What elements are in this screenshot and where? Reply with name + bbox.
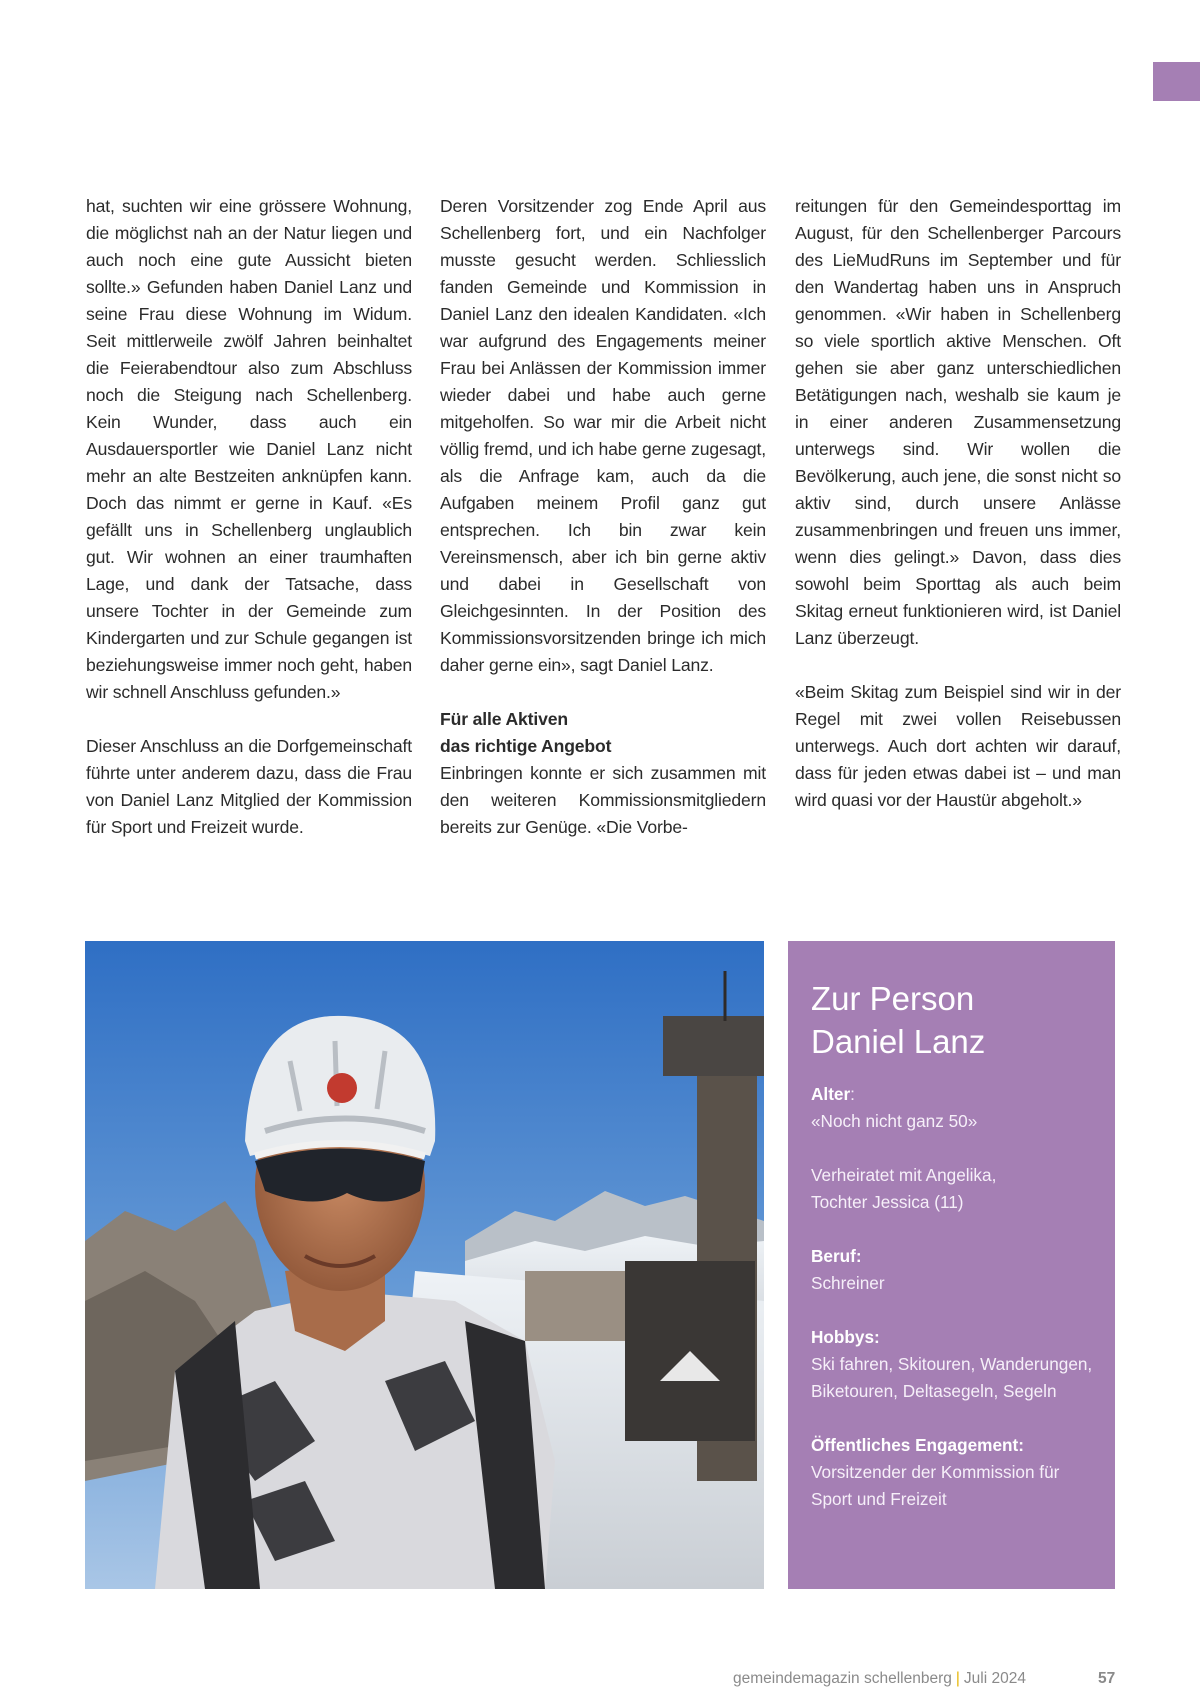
article-column-1 — [86, 193, 412, 841]
age-block — [811, 1081, 1095, 1135]
engagement-label: Öffentliches Engagement: — [811, 1435, 1024, 1455]
page-number: 57 — [1098, 1670, 1116, 1687]
family-line: Tochter Jessica (11) — [811, 1192, 964, 1212]
family-line: Verheiratet mit Angelika, — [811, 1165, 997, 1185]
issue-date: Juli 2024 — [963, 1670, 1026, 1687]
age-colon: : — [850, 1084, 855, 1104]
hobbies-label: Hobbys: — [811, 1327, 880, 1347]
portrait-photo — [85, 941, 764, 1589]
paragraph: reitungen für den Gemeindesporttag im August, für den Schellenberger Parcours des LieMudRuns im September und für den Wandertag haben uns in Anspruch genommen. «Wir haben in Schellenberg so viele sportlich aktive Menschen. Oft gehen sie aber ganz unterschiedlichen Betätigungen nach, weshalb sie kaum je in einer anderen Zusammensetzung unterwegs sind. Wir wollen die Bevölkerung, auch jene, die sonst nicht so aktiv sind, durch unsere Anlässe zusammenbringen und freuen uns immer, wenn dies gelingt.» Davon, dass dies sowohl beim Sporttag als auch beim Skitag erneut funktionieren wird, ist Daniel Lanz überzeugt. — [795, 196, 1121, 648]
hobbies-line: Biketouren, Deltasegeln, Segeln — [811, 1381, 1057, 1401]
profile-infobox — [788, 941, 1115, 1589]
paragraph: hat, suchten wir eine grössere Wohnung, die möglichst nah an der Natur liegen und auch noch eine gute Aussicht bieten sollte.» Gefunden haben Daniel Lanz und seine Frau diese Wohnung im Widum. Seit mittlerweile zwölf Jahren beinhaltet die Feierabendtour also zum Abschluss noch die Steigung nach Schellenberg. Kein Wunder, dass auch ein Ausdauersportler wie Daniel Lanz nicht mehr an alte Bestzeiten anknüpfen kann. Doch das nimmt er gerne in Kauf. «Es gefällt uns in Schellenberg unglaublich gut. Wir wohnen an einer traumhaften Lage, und dank der Tatsache, dass unsere Tochter in der Gemeinde zum Kindergarten und zur Schule gegangen ist beziehungsweise immer noch geht, haben wir schnell Anschluss gefunden.» — [86, 196, 412, 702]
hobbies-line: Ski fahren, Skitouren, Wanderungen, — [811, 1354, 1093, 1374]
age-value: «Noch nicht ganz 50» — [811, 1111, 978, 1131]
section-color-tab — [1153, 62, 1200, 101]
article-column-2 — [440, 193, 766, 841]
infobox-title-line: Zur Person — [811, 980, 975, 1017]
subheading-block — [440, 706, 766, 841]
job-value: Schreiner — [811, 1273, 885, 1293]
article-column-3 — [795, 193, 1121, 814]
paragraph: Deren Vorsitzender zog Ende April aus Schellenberg fort, und ein Nachfolger musste gesucht werden. Schliesslich fanden Gemeinde und Kommission in Daniel Lanz den idealen Kandidaten. «Ich war aufgrund des Engagements meiner Frau bei Anlässen der Kommission immer wieder dabei und habe auch gerne mitgeholfen. So war mir die Arbeit nicht völlig fremd, und ich habe gerne zugesagt, als die Anfrage kam, auch da die Aufgaben meinem Profil ganz gut entsprechen. Ich bin zwar kein Vereinsmensch, aber ich bin gerne aktiv und dabei in Gesellschaft von Gleichgesinnten. In der Position des Kommissionsvorsitzenden bringe ich mich daher gerne ein», sagt Daniel Lanz. — [440, 196, 766, 675]
magazine-name: gemeindemagazin schellenberg — [733, 1670, 952, 1687]
infobox-title — [811, 977, 1095, 1063]
engagement-line: Sport und Freizeit — [811, 1489, 947, 1509]
job-block — [811, 1243, 1095, 1297]
family-block — [811, 1162, 1095, 1216]
hobbies-block — [811, 1324, 1095, 1405]
paragraph: «Beim Skitag zum Beispiel sind wir in der Regel mit zwei vollen Reisebussen unterwegs. Auch dort achten wir darauf, dass für jeden etwas dabei ist – und man wird quasi vor der Haustür abgeholt.» — [795, 682, 1121, 810]
job-label: Beruf: — [811, 1246, 862, 1266]
paragraph: Einbringen konnte er sich zusammen mit den weiteren Kommissionsmitgliedern bereits zur Genüge. «Die Vorbe- — [440, 763, 766, 837]
subheading-line: Für alle Aktiven — [440, 709, 568, 729]
infobox-title-line: Daniel Lanz — [811, 1023, 986, 1060]
footer-separator: | — [955, 1670, 960, 1687]
subheading-line: das richtige Angebot — [440, 736, 612, 756]
engagement-block — [811, 1432, 1095, 1513]
engagement-line: Vorsitzender der Kommission für — [811, 1462, 1060, 1482]
footer-publication — [733, 1670, 1026, 1688]
paragraph: Dieser Anschluss an die Dorfgemeinschaft führte unter anderem dazu, dass die Frau von Daniel Lanz Mitglied der Kommission für Sport und Freizeit wurde. — [86, 736, 412, 837]
age-label: Alter — [811, 1084, 851, 1104]
